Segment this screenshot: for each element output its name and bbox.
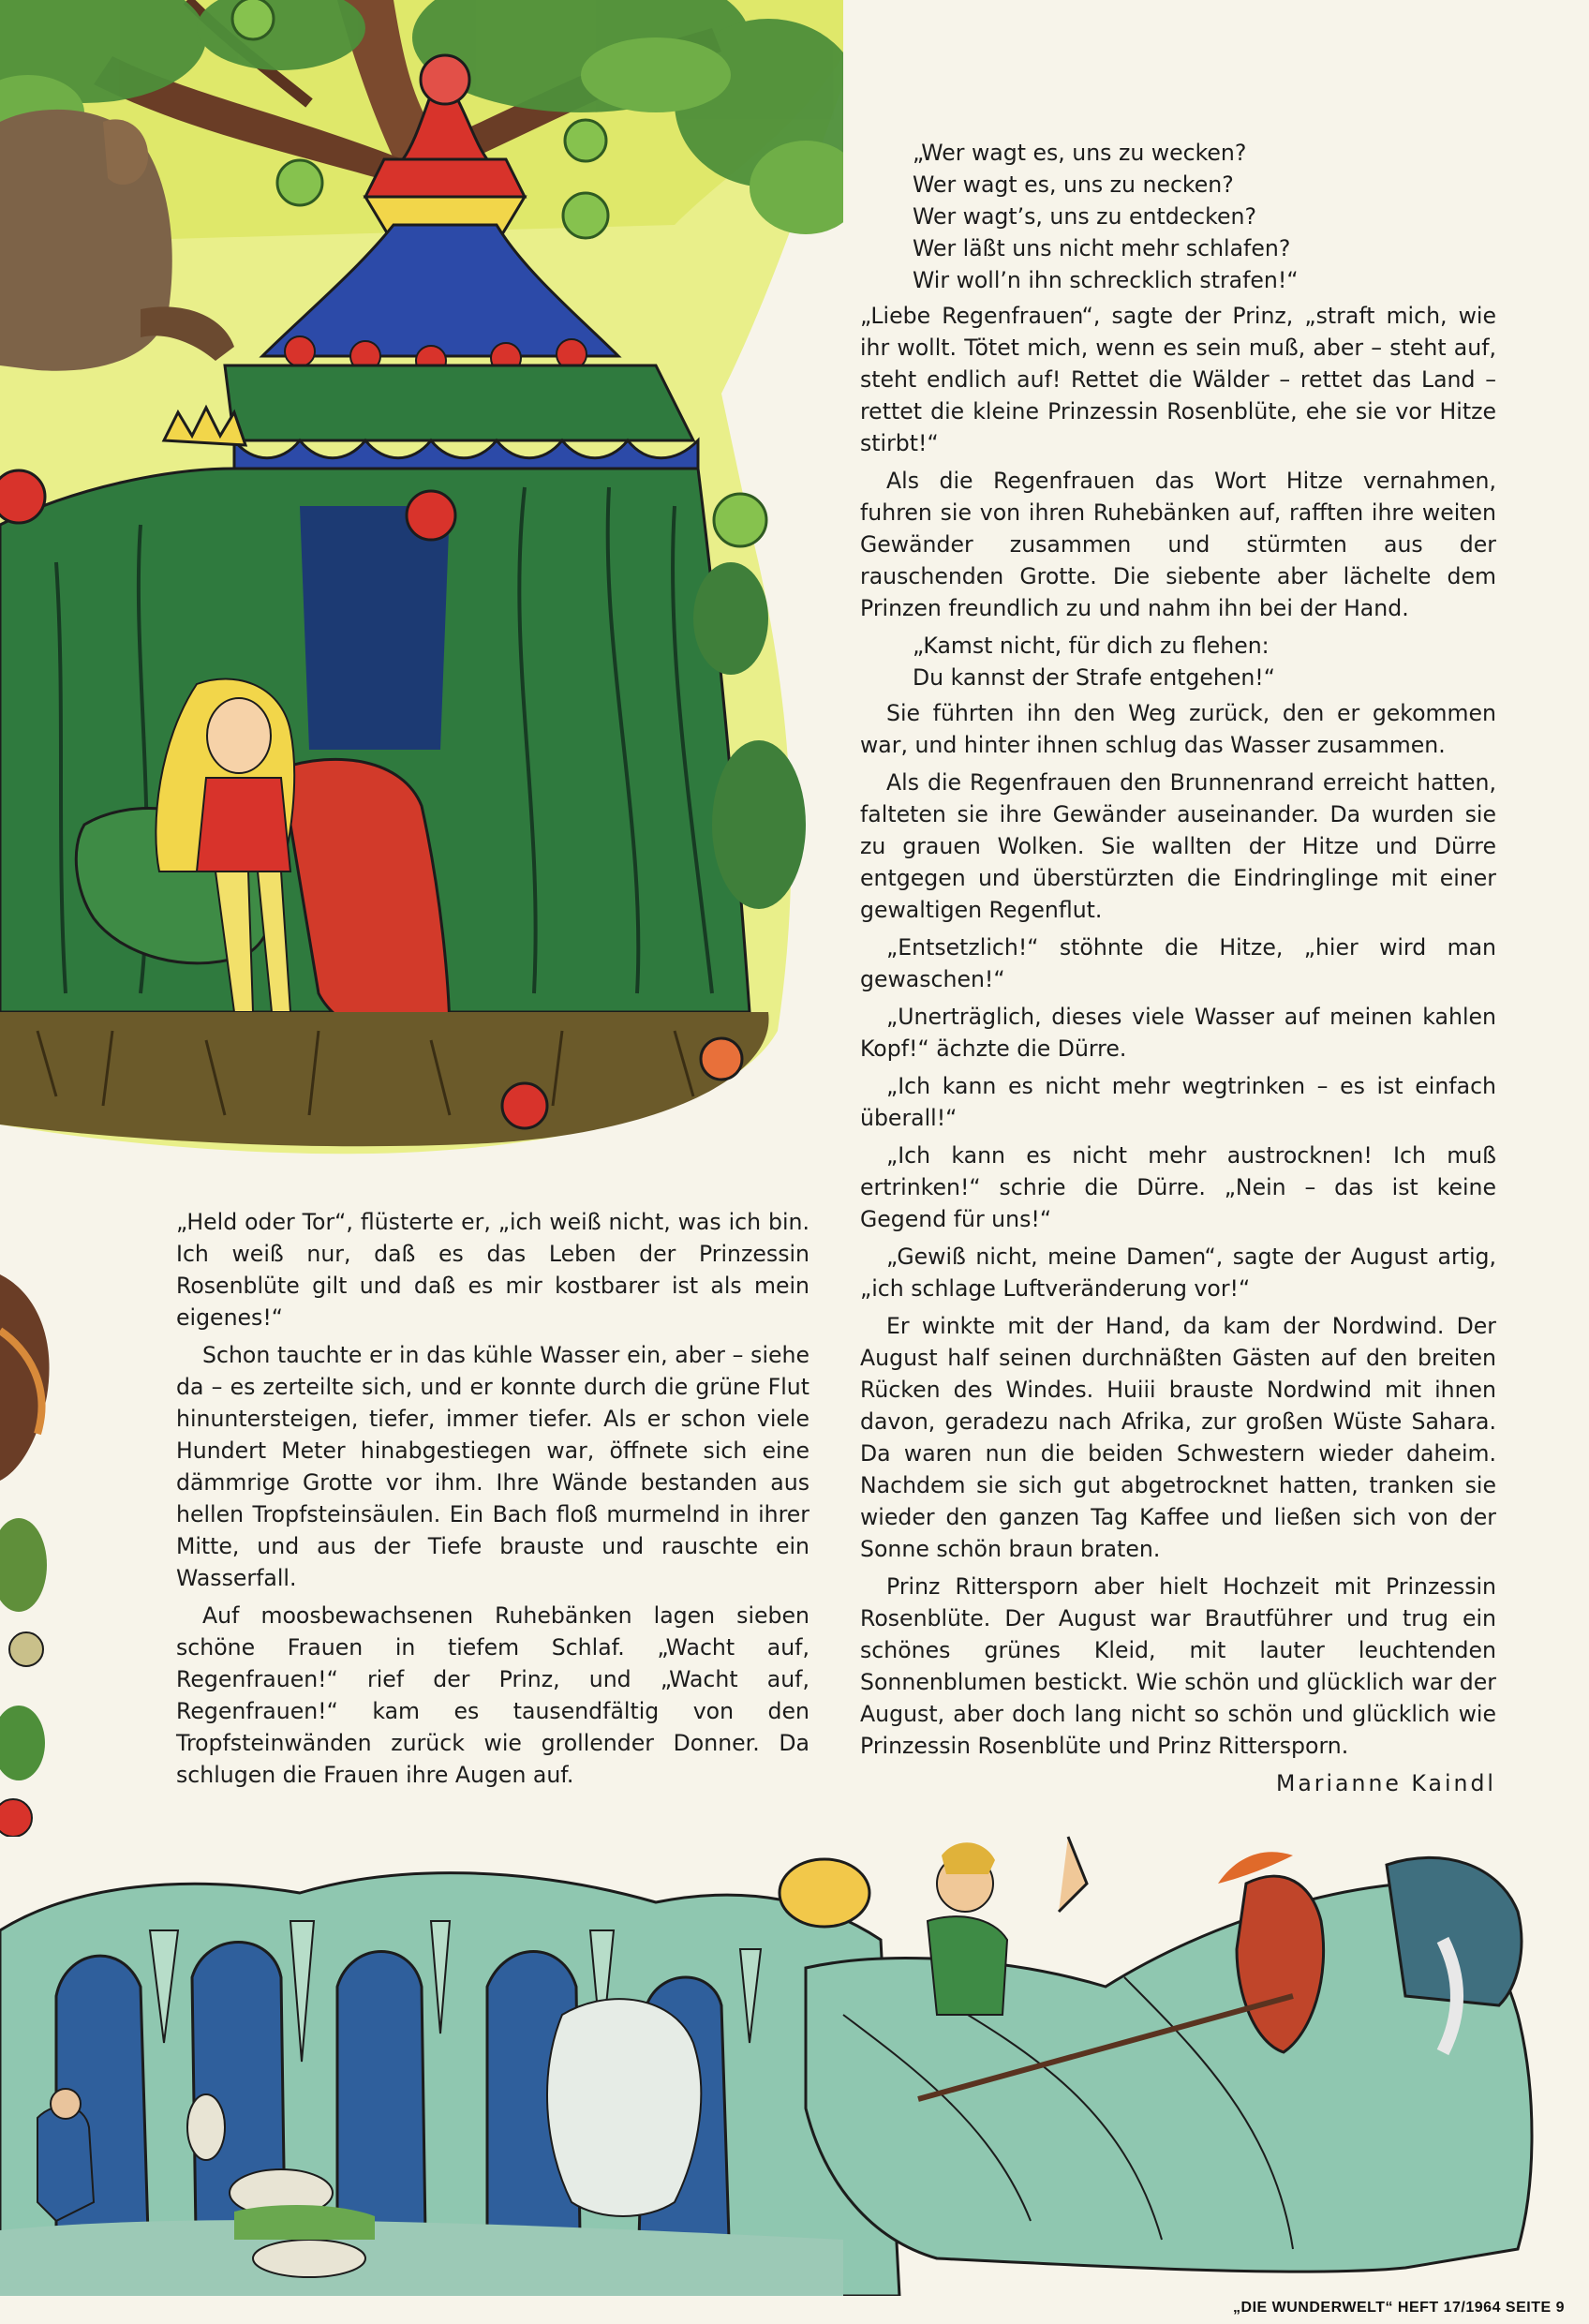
bottom-illustration — [0, 1827, 1589, 2296]
paragraph: „Unerträglich, dieses viele Wasser auf meinen kahlen Kopf!“ ächzte die Dürre. — [860, 1004, 1496, 1062]
verse-line: „Kamst nicht, für dich zu flehen: — [913, 633, 1270, 659]
verse-block — [913, 137, 1496, 296]
verse-line: Wer läßt uns nicht mehr schlafen? — [913, 235, 1291, 261]
verse-block — [913, 630, 1496, 693]
paragraph: „Held oder Tor“, flüsterte er, „ich weiß nicht, was ich bin. Ich weiß nur, daß es das Leben der Prinzessin Rosenblüte gilt und daß es mir kostbarer ist als mein eigenes!“ — [176, 1209, 809, 1331]
paragraph: „Gewiß nicht, meine Damen“, sagte der August artig, „ich schlage Luftveränderung vor!“ — [860, 1244, 1496, 1302]
foliage-svg — [0, 1256, 75, 1837]
top-illustration — [0, 0, 843, 1181]
paragraph: „Liebe Regenfrauen“, sagte der Prinz, „straft mich, wie ihr wollt. Tötet mich, wenn es sein muß, aber – steht auf, steht endlich auf! Rettet die Wälder – rettet das Land – rettet die kleine Prinzessin Rosenblüte, ehe sie vor Hitze stirbt!“ — [860, 303, 1496, 456]
page-footer: „DIE WUNDERWELT“ HEFT 17/1964 SEITE 9 — [1233, 2300, 1565, 2316]
author-signature: Marianne Kaindl — [1275, 1770, 1496, 1796]
verse-line: Wir woll’n ihn schrecklich strafen!“ — [913, 267, 1299, 293]
paragraph: Prinz Rittersporn aber hielt Hochzeit mit Prinzessin Rosenblüte. Der August war Brautführer und trug ein schönes grünes Kleid, mit lauter leuchtenden Sonnenblumen bestickt. Wie schön und glücklich war der August, aber doch lang nicht so schön und glücklich wie Prinzessin Rosenblüte und Prinz Rittersporn. — [860, 1573, 1496, 1759]
cave-scene-svg — [0, 1827, 1589, 2296]
verse-line: Wer wagt’s, uns zu entdecken? — [913, 203, 1256, 230]
left-text-column — [176, 1206, 809, 1796]
paragraph: Als die Regenfrauen den Brunnenrand erreicht hatten, falteten sie ihre Gewänder auseinander. Da wurden sie zu grauen Wolken. Sie wallten der Hitze und Dürre entgegen und überstürzten die Eindringlinge mit einer gewaltigen Regenflut. — [860, 769, 1496, 923]
paragraph: „Entsetzlich!“ stöhnte die Hitze, „hier wird man gewaschen!“ — [860, 934, 1496, 992]
paragraph: Auf moosbewachsenen Ruhebänken lagen sieben schöne Frauen in tiefem Schlaf. „Wacht auf, Regenfrauen!“ rief der Prinz, und „Wacht auf, Regenfrauen!“ kam es tausendfältig von den Tropfsteinwänden zurück wie grollender Donner. Da schlugen die Frauen ihre Augen auf. — [176, 1602, 809, 1788]
paragraph: „Ich kann es nicht mehr wegtrinken – es ist einfach überall!“ — [860, 1073, 1496, 1131]
right-text-column — [860, 137, 1496, 1799]
paragraph: Er winkte mit der Hand, da kam der Nordwind. Der August half seinen durchnäßten Gästen auf den breiten Rücken des Windes. Huiii brauste Nordwind mit ihnen davon, geradezu nach Afrika, zur großen Wüste Sahara. Da waren nun die beiden Schwestern wieder daheim. Nachdem sie sich gut abgetrocknet hatten, tranken sie wieder den ganzen Tag Kaffee und ließen sich von der Sonne schön braun braten. — [860, 1313, 1496, 1562]
paragraph: „Ich kann es nicht mehr austrocknen! Ich muß ertrinken!“ schrie die Dürre. „Nein – das ist keine Gegend für uns!“ — [860, 1142, 1496, 1232]
verse-line: Wer wagt es, uns zu necken? — [913, 171, 1234, 198]
verse-line: Du kannst der Strafe entgehen!“ — [913, 664, 1275, 691]
paragraph: Als die Regenfrauen das Wort Hitze vernahmen, fuhren sie von ihren Ruhebänken auf, rafften ihre weiten Gewänder zusammen und stürmten aus der rauschenden Grotte. Die siebente aber lächelte dem Prinzen freundlich zu und nahm ihn bei der Hand. — [860, 468, 1496, 621]
paragraph: Schon tauchte er in das kühle Wasser ein, aber – siehe da – es zerteilte sich, und er konnte durch die grüne Flut hinuntersteigen, tiefer, immer tiefer. Als er schon viele Hundert Meter hinabgestiegen war, öffnete sich eine dämmrige Grotte vor ihm. Ihre Wände bestanden aus hellen Tropfsteinsäulen. Ein Bach floß murmelnd in ihrer Mitte, und aus der Tiefe brauste und rauschte ein Wasserfall. — [176, 1342, 809, 1591]
left-edge-foliage — [0, 1256, 75, 1837]
paragraph: Sie führten ihn den Weg zurück, den er gekommen war, und hinter ihnen schlug das Wasser zusammen. — [860, 700, 1496, 758]
tent-scene-svg — [0, 0, 843, 1181]
verse-line: „Wer wagt es, uns zu wecken? — [913, 140, 1247, 166]
